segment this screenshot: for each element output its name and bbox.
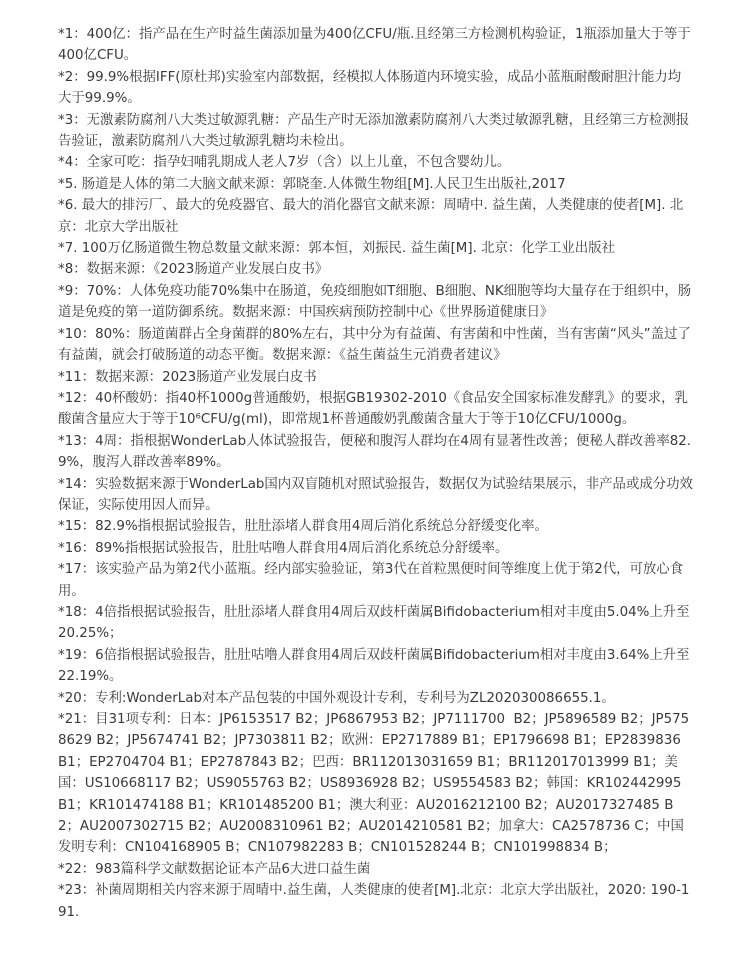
footnote-15: *15：82.9%指根据试验报告，肚肚添堵人群食用4周后消化系统总分舒缓变化率。 bbox=[58, 519, 548, 535]
footnote-23: *23：补菌周期相关内容来源于周晴中.益生菌，人类健康的使者[M].北京：北京大学出版社，2020: 190-191. bbox=[58, 883, 690, 920]
footnote-16: *16：89%指根据试验报告，肚肚咕噜人群食用4周后消化系统总分舒缓率。 bbox=[58, 540, 509, 556]
footnotes-document bbox=[58, 24, 694, 923]
footnote-21: *21：目31项专利：日本：JP6153517 B2；JP6867953 B2；JP7111700 B2；JP5896589 B2；JP5758629 B2；JP5674741 B2；JP7303811 B2；欧洲：EP2717889 B1；EP1796698 B1；EP2839836 B1；EP2704704 B1；EP2787843 B2；巴西：BR112013031659 B1；BR112017013999 B1；美国：US10668117 B2；US9055763 B2；US8936928 B2；US9554583 B2；韩国：KR102442995 B1；KR101474188 B1；KR101485200 B1；澳大利亚：AU2016212100 B2；AU2017327485 B2；AU2007302715 B2；AU2008310961 B2；AU2014210581 B2；加拿大：CA2578736 C；中国发明专利：CN104168905 B；CN107982283 B；CN101528244 B；CN101998834 B； bbox=[58, 712, 690, 856]
footnote-1: *1：400亿：指产品在生产时益生菌添加量为400亿CFU/瓶.且经第三方检测机构验证，1瓶添加量大于等于400亿CFU。 bbox=[58, 27, 691, 64]
footnote-14: *14：实验数据来源于WonderLab国内双盲随机对照试验报告，数据仅为试验结果展示，非产品或成分功效保证，实际使用因人而异。 bbox=[58, 476, 693, 513]
footnote-13: *13：4周：指根据WonderLab人体试验报告，便秘和腹泻人群均在4周有显著性改善；便秘人群改善率82.9%，腹泻人群改善率89%。 bbox=[58, 433, 692, 471]
footnote-5: *5. 肠道是人体的第二大脑文献来源：郭晓奎.人体微生物组[M].人民卫生出版社,2017 bbox=[58, 176, 566, 192]
footnote-7: *7. 100万亿肠道微生物总数量文献来源：郭本恒，刘振民. 益生菌[M]. 北京：化学工业出版社 bbox=[58, 241, 615, 257]
footnote-8: *8：数据来源：《2023肠道产业发展白皮书》 bbox=[58, 262, 329, 278]
footnote-22: *22：983篇科学文献数据论证本产品6大进口益生菌 bbox=[58, 861, 371, 877]
footnote-17: *17：该实验产品为第2代小蓝瓶。经内部实验验证，第3代在首粒黑便时间等维度上优于第2代，可放心食用。 bbox=[58, 562, 684, 599]
footnote-3: *3：无激素防腐剂八大类过敏源乳糖：产品生产时无添加激素防腐剂八大类过敏源乳糖，且经第三方检测报告验证，激素防腐剂八大类过敏源乳糖均未检出。 bbox=[58, 112, 690, 150]
footnote-18: *18：4倍指根据试验报告，肚肚添堵人群食用4周后双歧杆菌属Bifidobacterium相对丰度由5.04%上升至20.25%； bbox=[58, 604, 690, 642]
footnote-19: *19：6倍指根据试验报告，肚肚咕噜人群食用4周后双歧杆菌属Bifidobacterium相对丰度由3.64%上升至22.19%。 bbox=[58, 647, 690, 685]
footnote-9: *9：70%：人体免疫功能70%集中在肠道，免疫细胞如T细胞、B细胞、NK细胞等均大量存在于组织中，肠道是免疫的第一道防御系统。数据来源：中国疾病预防控制中心《世界肠道健康日》 bbox=[58, 283, 692, 321]
footnote-20: *20：专利:WonderLab对本产品包装的中国外观设计专利，专利号为ZL202030086655.1。 bbox=[58, 690, 615, 706]
footnote-12: *12：40杯酸奶：指40杯1000g普通酸奶，根据GB19302-2010《食品安全国家标准发酵乳》的要求，乳酸菌含量应大于等于10⁶CFU/g(ml)，即常规1杯普通酸奶乳酸菌含量大于等于10亿CFU/1000g。 bbox=[58, 390, 688, 428]
footnote-4: *4：全家可吃：指孕妇哺乳期成人老人7岁（含）以上儿童，不包含婴幼儿。 bbox=[58, 155, 511, 171]
footnote-6: *6. 最大的排污厂、最大的免疫器官、最大的消化器官文献来源：周晴中. 益生菌，人类健康的使者[M]. 北京：北京大学出版社 bbox=[58, 198, 684, 235]
footnote-10: *10：80%：肠道菌群占全身菌群的80%左右，其中分为有益菌、有害菌和中性菌，当有害菌“风头”盖过了有益菌，就会打破肠道的动态平衡。数据来源：《益生菌益生元消费者建议》 bbox=[58, 326, 691, 364]
footnote-11: *11：数据来源：2023肠道产业发展白皮书 bbox=[58, 369, 317, 385]
footnote-2: *2：99.9%根据IFF(原杜邦)实验室内部数据，经模拟人体肠道内环境实验，成品小蓝瓶耐酸耐胆汁能力均大于99.9%。 bbox=[58, 69, 682, 107]
